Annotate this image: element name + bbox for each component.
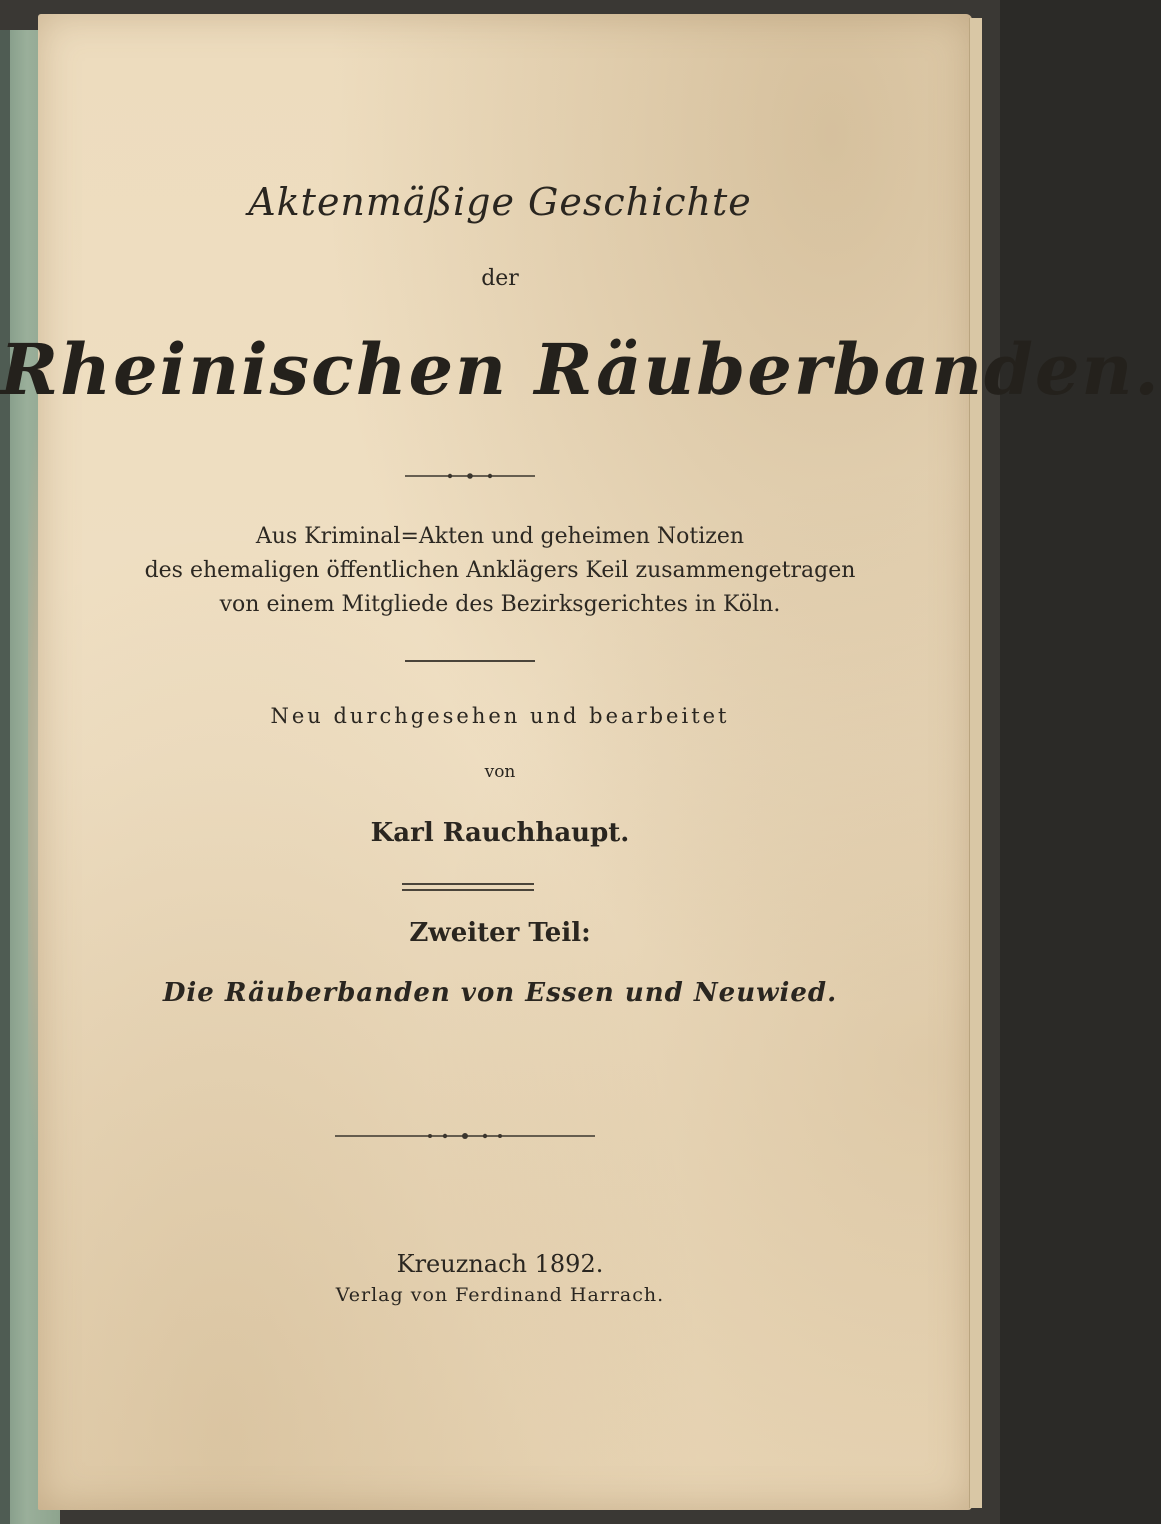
revision-by: von <box>484 762 516 782</box>
ornament-divider-top <box>0 466 1000 486</box>
subtitle-line-3: von einem Mitgliede des Bezirksgerichtes in Köln. <box>219 592 781 617</box>
ornament-divider-bottom <box>0 1126 1000 1146</box>
imprint-place-year: Kreuznach 1892. <box>396 1250 604 1278</box>
main-title: Rheinischen Räuberbanden. <box>0 328 1161 411</box>
title-line-1: Aktenmäßige Geschichte <box>248 180 752 224</box>
divider-rule <box>405 660 535 662</box>
revision-line: Neu durchgesehen und bearbeitet <box>270 704 730 728</box>
double-rule-top <box>402 883 534 885</box>
part-heading: Zweiter Teil: <box>409 918 591 948</box>
author-name: Karl Rauchhaupt. <box>370 818 630 848</box>
title-line-2: der <box>481 266 519 291</box>
subtitle-line-2: des ehemaligen öffentlichen Anklägers Keil zusammengetragen <box>144 558 856 583</box>
part-title: Die Räuberbanden von Essen und Neuwied. <box>162 978 838 1008</box>
double-rule-bottom <box>402 889 534 891</box>
imprint-publisher: Verlag von Ferdinand Harrach. <box>335 1284 665 1306</box>
subtitle-line-1: Aus Kriminal=Akten und geheimen Notizen <box>255 524 745 549</box>
